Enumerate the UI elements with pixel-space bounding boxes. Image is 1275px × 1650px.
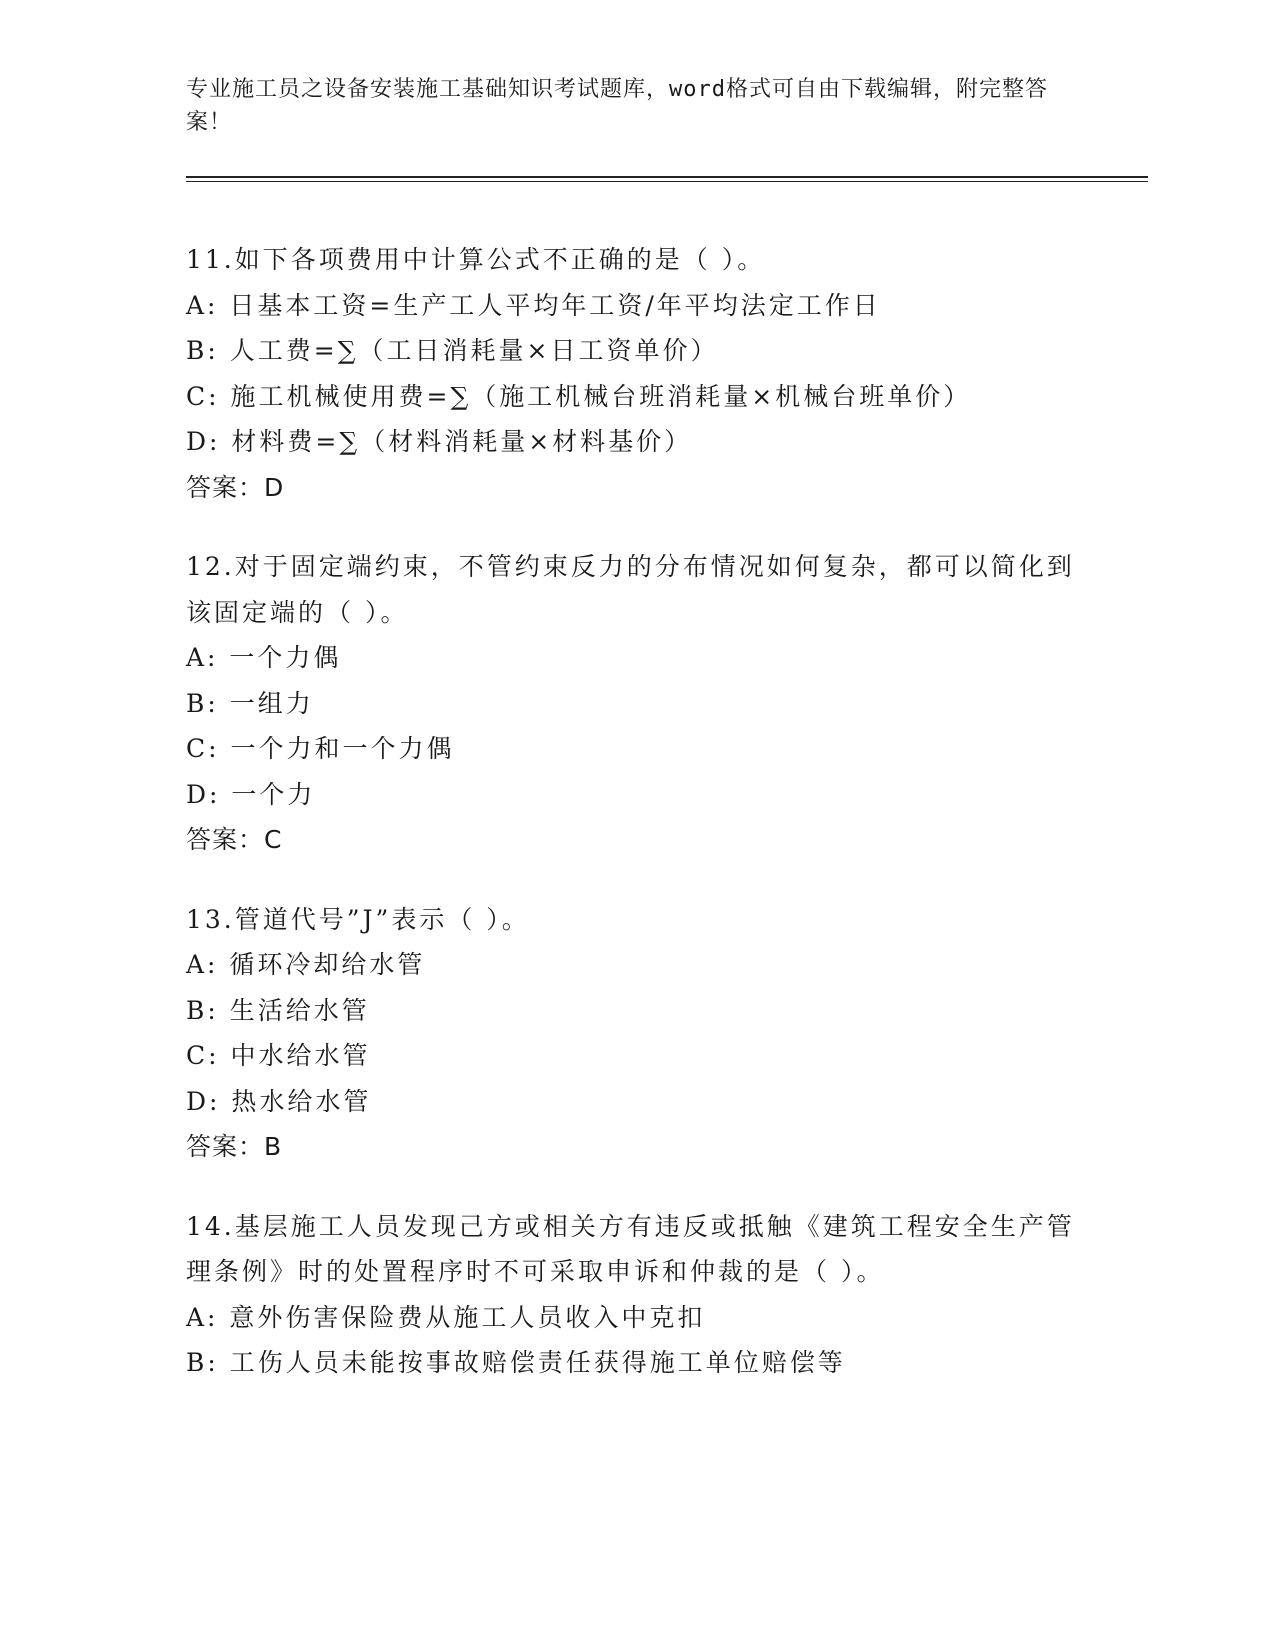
- option-c: C: 施工机械使用费=∑（施工机械台班消耗量×机械台班单价）: [186, 381, 972, 411]
- answer: 答案：C: [186, 825, 283, 854]
- question-12: [186, 544, 1086, 863]
- option-c: C: 一个力和一个力偶: [186, 734, 455, 763]
- option-a: A: 日基本工资=生产工人平均年工资/年平均法定工作日: [186, 290, 881, 320]
- option-b: B: 生活给水管: [186, 995, 370, 1025]
- header-divider-thick: [186, 176, 1148, 178]
- option-a: A: 循环冷却给水管: [186, 950, 426, 979]
- question-stem: 14.基层施工人员发现己方或相关方有违反或抵触《建筑工程安全生产管理条例》时的处置程序时不可采取申诉和仲裁的是（ ）。: [186, 1211, 1075, 1286]
- answer: 答案：B: [186, 1132, 283, 1161]
- question-14: [186, 1204, 1086, 1386]
- document-header: 专业施工员之设备安装施工基础知识考试题库，word格式可自由下载编辑，附完整答案！: [186, 77, 1048, 135]
- option-b: B: 工伤人员未能按事故赔偿责任获得施工单位赔偿等: [186, 1348, 846, 1377]
- option-b: B: 一组力: [186, 688, 314, 718]
- header-divider-thin: [186, 181, 1148, 182]
- option-d: D: 一个力: [186, 779, 316, 809]
- option-d: D: 材料费=∑（材料消耗量×材料基价）: [186, 427, 693, 456]
- option-c: C: 中水给水管: [186, 1041, 371, 1070]
- question-stem: 11.如下各项费用中计算公式不正确的是（ ）。: [186, 245, 766, 274]
- option-d: D: 热水给水管: [186, 1086, 372, 1116]
- option-a: A: 意外伤害保险费从施工人员收入中克扣: [186, 1302, 706, 1332]
- question-stem: 13.管道代号”J”表示（ ）。: [186, 904, 530, 934]
- question-list: [186, 237, 1086, 1420]
- question-11: [186, 237, 1086, 510]
- question-13: [186, 897, 1086, 1170]
- option-b: B: 人工费=∑（工日消耗量×日工资单价）: [186, 336, 719, 365]
- answer: 答案：D: [186, 472, 285, 502]
- option-a: A: 一个力偶: [186, 643, 342, 672]
- question-stem: 12.对于固定端约束，不管约束反力的分布情况如何复杂，都可以简化到该固定端的（ ）。: [186, 552, 1075, 627]
